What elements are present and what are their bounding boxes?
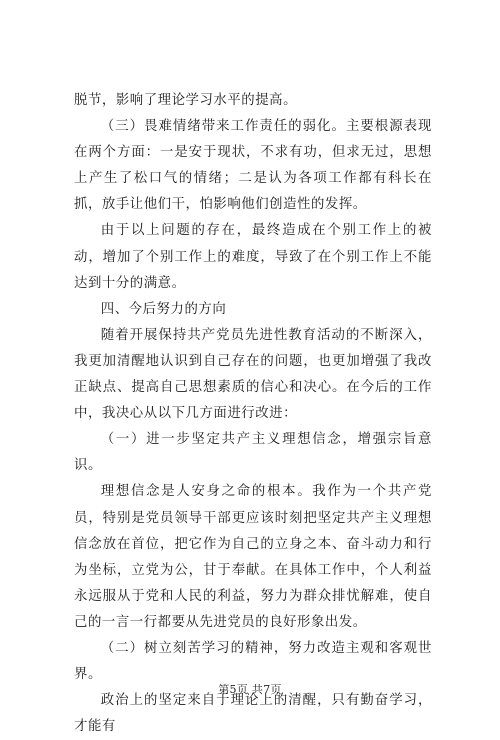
subheading-improvement-2: （二）树立刻苦学习的精神，努力改造主观和客观世界。: [74, 640, 432, 683]
heading-future-direction: 四、今后努力的方向: [100, 301, 227, 317]
paragraph-consequence: 由于以上问题的存在，最终造成在个别工作上的被动，增加了个别工作上的难度，导致了在个别工作上不能达到十分的满意。: [74, 223, 432, 291]
paragraph-study: 政治上的坚定来自于理论上的清醒，只有勤奋学习，才能有: [74, 693, 432, 735]
paragraph-continuation: 脱节，影响了理论学习水平的提高。: [74, 93, 298, 108]
subheading-improvement-1: （一）进一步坚定共产主义理想信念，增强宗旨意识。: [74, 432, 432, 474]
document-body: [74, 88, 432, 740]
page-number-footer: 第5页 共7页: [218, 683, 282, 696]
paragraph-intro-improvements: 随着开展保持共产党员先进性教育活动的不断深入，我更加清醒地认识到自己存在的问题，也更加增强了我改正缺点、提高自己思想素质的信心和决心。在今后的工作中，我决心从以下几方面进行改进：: [74, 327, 432, 422]
paragraph-section-3: （三）畏难情绪带来工作责任的弱化。主要根源表现在两个方面：一是安于现状，不求有功，但求无过，思想上产生了松口气的情绪；二是认为各项工作都有科长在抓，放手让他们干，怕影响他们创造性的发挥。: [74, 119, 432, 213]
paragraph-ideals: 理想信念是人安身之命的根本。我作为一个共产党员，特别是党员领导干部更应该时刻把坚定共产主义理想信念放在首位，把它作为自己的立身之本、奋斗动力和行为坐标，立党为公，甘于奉献。在具体工作中，个人利益永远服从于党和人民的利益，努力为群众排忧解难，使自己的一言一行都要从先进党员的良好形象出发。: [74, 484, 432, 630]
